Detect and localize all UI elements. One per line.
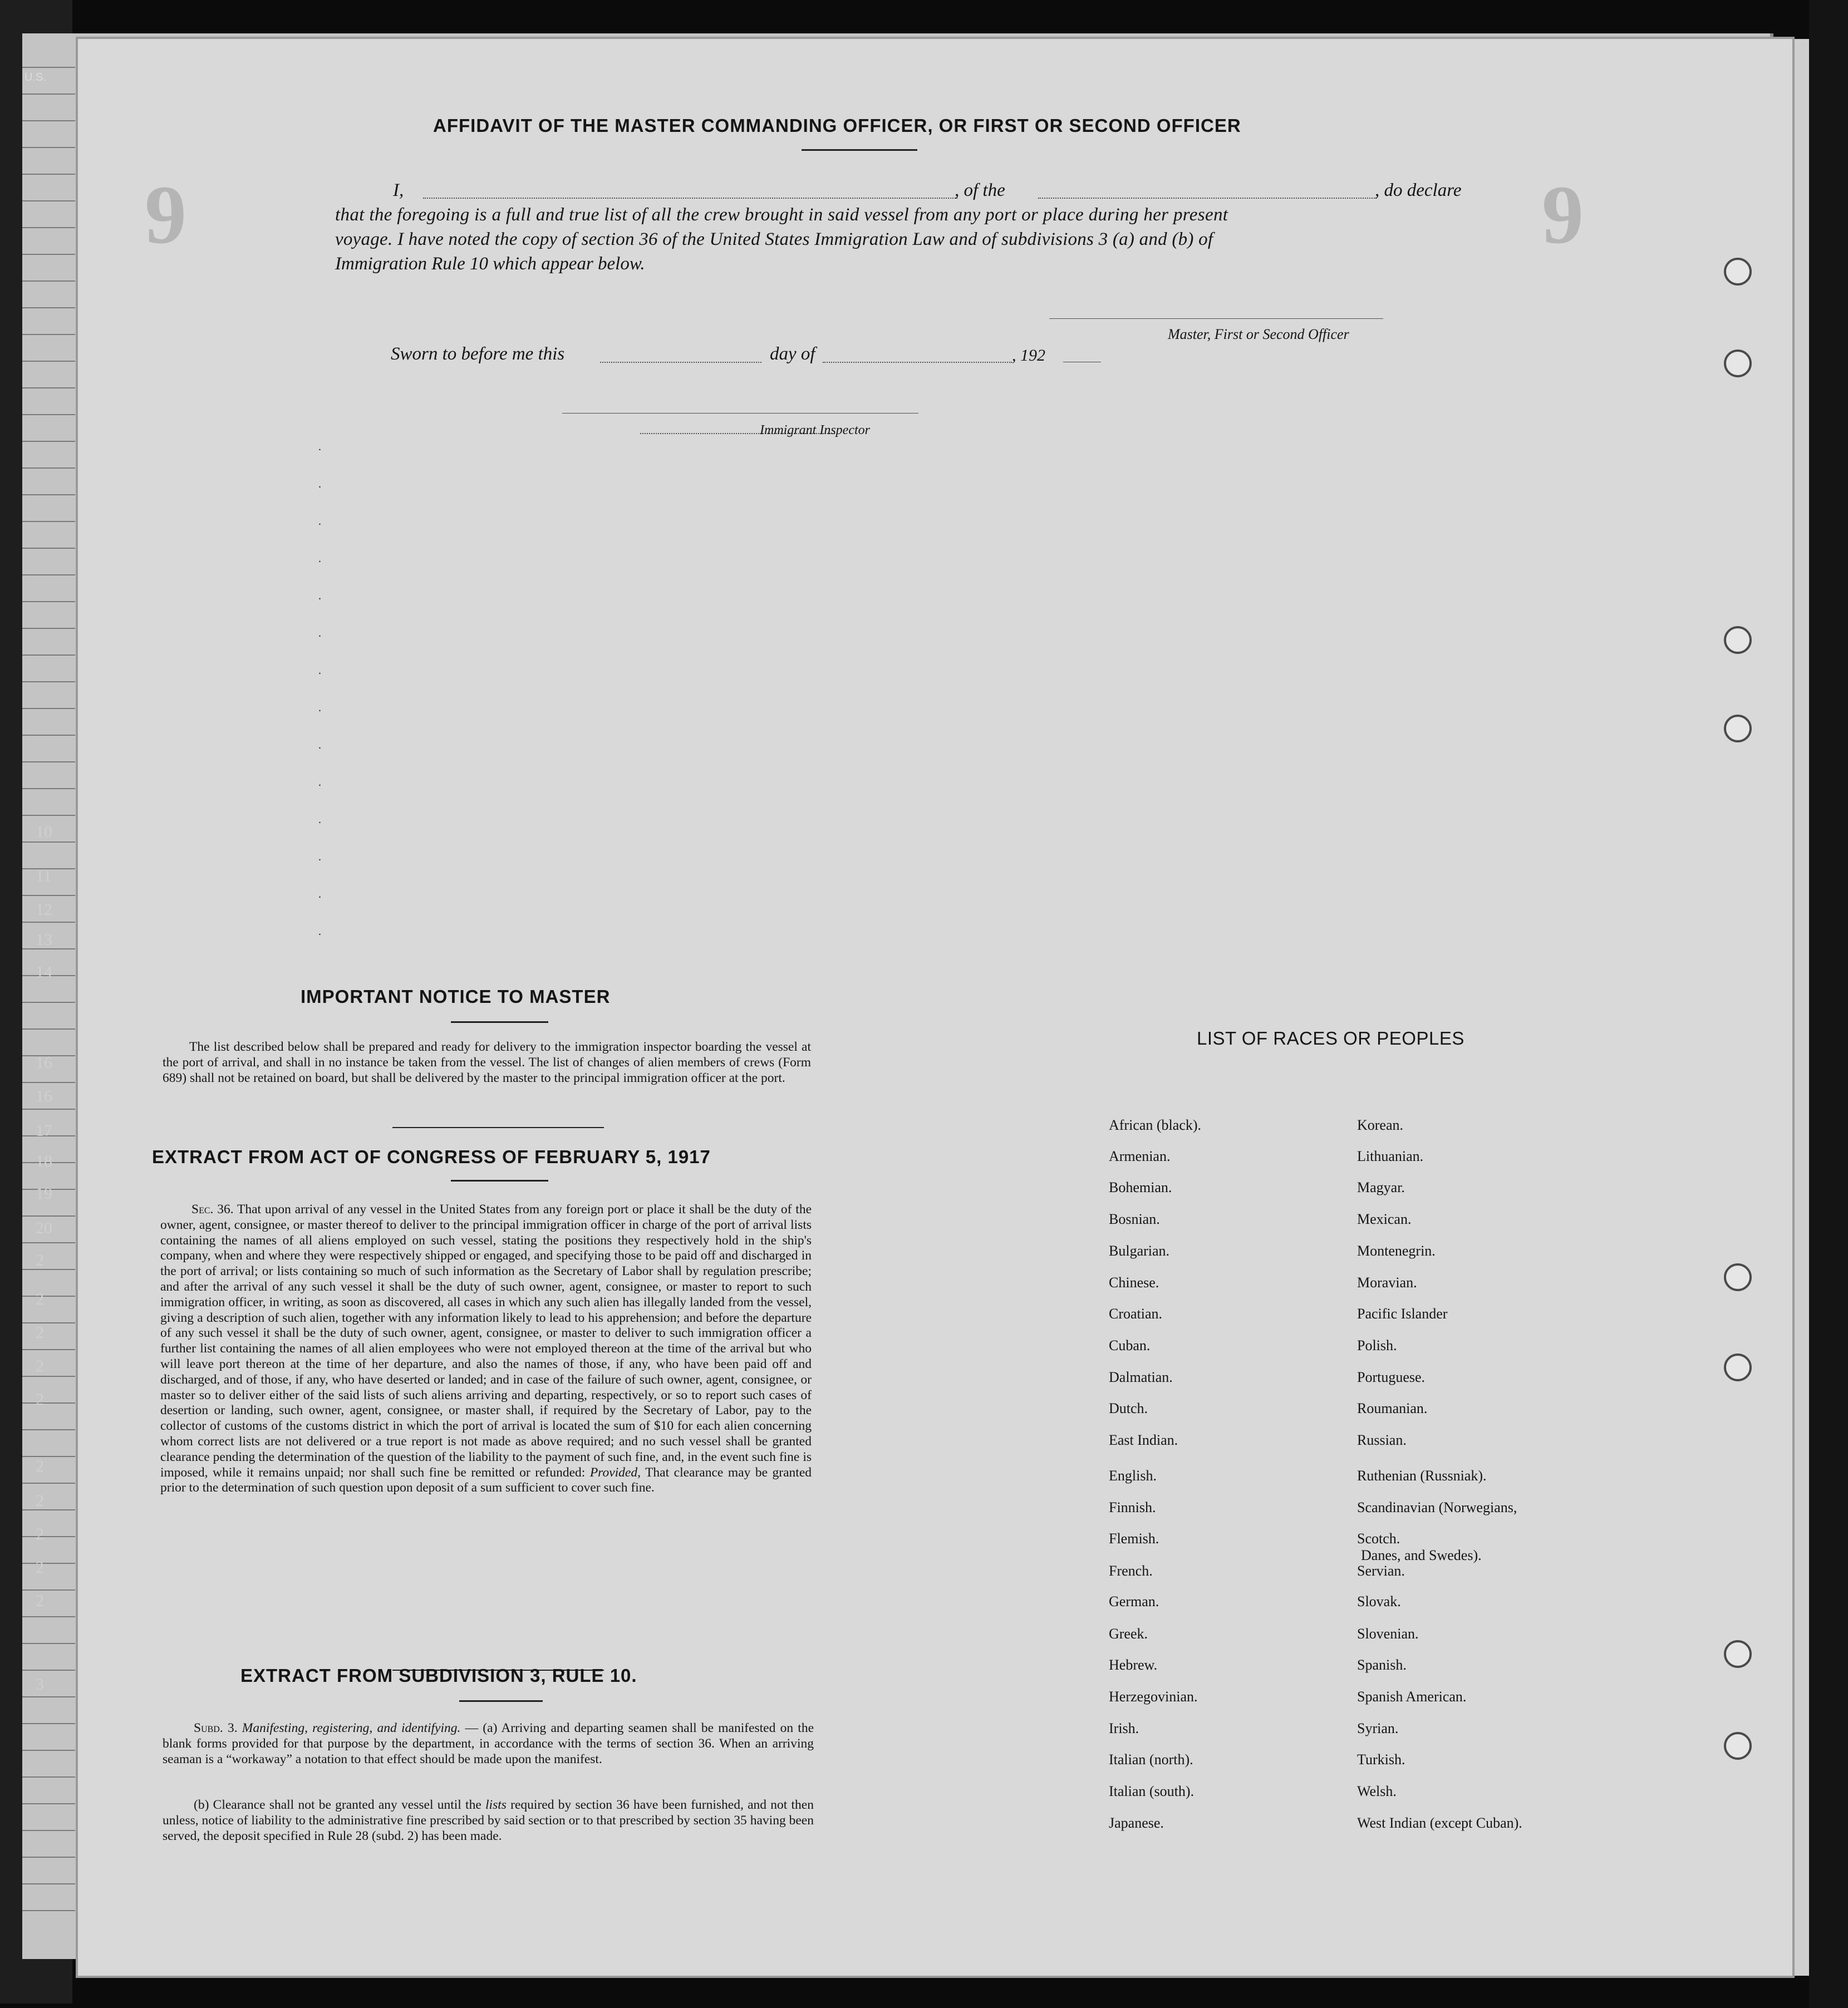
ledger-number: 2 [36,1357,44,1375]
ledger-number: 2 [36,1390,44,1409]
ledger-rule [22,574,75,575]
section-body-end: That clearance may be granted prior to the determination of such question upon deposit of a sum sufficient to cover such fine. [160,1465,812,1495]
ledger-number: 11 [36,867,52,885]
ledger-number: 19 [36,1184,52,1203]
ledger-number: 2 [36,1592,44,1610]
form-page [78,39,1792,1976]
ledger-rule [22,227,75,228]
ledger-rule [22,67,75,68]
races-title: LIST OF RACES OR PEOPLES [1197,1028,1464,1049]
race-item: Italian (north). [1109,1751,1193,1768]
section-body: That upon arrival of any vessel in the United States from any foreign port or place it shall be the duty of the owner, agent, consignee, or master thereof to deliver to the principal immigration officer in charge of the port of arrival lists containing the names of all aliens employed on such vessel, stating the positions they respectively hold in the ship's company, when and where they were respectively shipped or engaged, and specifying those to be paid off and discharged in the port of arrival; or lists containing so much of such information as the Secretary of Labor shall by regulation prescribe; and after the arrival of any such vessel it shall be the duty of such owner, agent, consignee, or master to report to such immigration officer, in writing, as soon as discovered, all cases in which any such alien has illegally landed from the vessel, giving a description of such alien, together with any information likely to lead to his apprehension; and before the departure of any such vessel it shall be the duty of such owner, agent, consignee, or master to deliver to such immigration officer a further list containing the names of all alien employees who were not employed thereon at the time of the arrival but who will leave port thereon at the time of her departure, and also the names of those, if any, who have been paid off and discharged, and of those, if any, who have deserted or landed; and in case of the failure of such owner, agent, consignee, or master so to deliver either of the said lists of such aliens arriving and departing, respectively, or so to report such cases of desertion or landing, such owner, agent, consignee, or master shall, if required by the Secretary of Labor, pay to the collector of customs of the customs district in which the port of arrival is located the sum of $10 for each alien concerning whom correct lists are not delivered or a true report is not made as above required; and no such vessel shall be granted clearance pending the determination of the question of the liability to the payment of such fine, and, in the event such fine is imposed, while it remains unpaid; nor shall such fine be remitted or refunded: [160,1202,812,1480]
ledger-rule [22,1883,75,1884]
ledger-rule [22,1750,75,1751]
race-item: Danes, and Swedes). [1361,1547,1482,1563]
subd-a-text: — (a) Arriving and departing seamen shall be manifested on the blank forms provided for that purpose by the department, in accordance with the terms of section 36. When an arriving seaman is a “workaway” a notation to that effect should be made upon the manifest. [163,1721,814,1766]
ledger-rule [22,1322,75,1323]
binder-hole [1724,1640,1752,1668]
divider [451,1021,548,1023]
race-item: English. [1109,1468,1157,1484]
race-item: Finnish. [1109,1499,1156,1515]
year-label: , 192 [1012,346,1045,365]
affidavit-line-2: that the foregoing is a full and true list of all the crew brought in said vessel from any port or place during her present [335,205,1228,225]
vessel-blank [1038,198,1377,199]
race-item: Italian (south). [1109,1783,1195,1799]
row-dot: . [318,515,321,528]
ledger-rule [22,174,75,175]
ledger-rule [22,1002,75,1003]
race-item: Servian. [1357,1563,1405,1579]
binder-hole [1724,258,1752,286]
ledger-rule [22,521,75,522]
ledger-rule [22,708,75,709]
race-item: Spanish American. [1357,1689,1467,1705]
race-item: Portuguese. [1357,1369,1426,1385]
ledger-number: 20 [36,1219,52,1237]
row-dot: . [318,590,321,602]
ledger-rule [22,1723,75,1724]
bleed-through-mark: 9 [1542,169,1584,261]
race-item: Bulgarian. [1109,1243,1170,1259]
race-item: Mexican. [1357,1211,1412,1227]
race-item: French. [1109,1563,1153,1579]
race-item: Greek. [1109,1626,1148,1642]
ledger-rule [22,1296,75,1297]
race-item: Armenian. [1109,1148,1171,1164]
affidavit-line-3: voyage. I have noted the copy of section 36 of the United States Immigration Law and of subdivisions 3 (a) and (b) of [335,229,1213,249]
subd-b-text-1: (b) Clearance shall not be granted any vessel until the [194,1798,481,1812]
ledger-rule [22,1483,75,1484]
race-item: Bohemian. [1109,1179,1172,1195]
ledger-rule [22,1670,75,1671]
ledger-number: 2 [36,1558,44,1577]
ledger-rule [22,1376,75,1377]
binder-hole [1724,626,1752,654]
ledger-rule [22,548,75,549]
ledger-rule [22,681,75,682]
ledger-number: 13 [36,931,52,949]
row-dot: . [318,553,321,565]
ledger-rule [22,1776,75,1778]
ledger-number: 18 [36,1152,52,1170]
race-item: African (black). [1109,1117,1202,1133]
subd-b-lists: lists [485,1798,507,1812]
day-of-label: day of [770,344,815,364]
ledger-rule [22,1082,75,1083]
ledger-rule [22,1456,75,1457]
right-dark-border [1809,0,1848,2008]
notice-text: The list described below shall be prepared and ready for delivery to the immigration inspector boarding the vessel at the port of arrival, and shall in no instance be taken from the vessel. The list of changes of alien members of crews (Form 689) shall not be retained on board, but shall be delivered by the master to the principal immigration officer at the port. [163,1040,811,1085]
row-dot: . [318,851,321,863]
race-item: Irish. [1109,1720,1139,1736]
row-dot: . [318,814,321,826]
row-dot: . [318,702,321,714]
subd-b-text-2: required by section 36 have been furnished, and not then unless, notice of liability to the administrative fine prescribed by said section or to that prescribed by section 35 having been served, the deposit specified in Rule 28 (subd. 2) has been made. [163,1798,814,1843]
ledger-rule [22,1616,75,1617]
divider [392,1127,604,1128]
row-dot: . [318,926,321,938]
master-signature-label: Master, First or Second Officer [1168,326,1349,342]
race-item: Scandinavian (Norwegians, [1357,1499,1517,1515]
master-signature-line [1049,318,1383,319]
notice-title: IMPORTANT NOTICE TO MASTER [301,986,611,1007]
affidavit-do-declare: , do declare [1375,180,1462,200]
binder-hole [1724,350,1752,377]
affidavit-line-4: Immigration Rule 10 which appear below. [335,254,645,274]
divider [451,1180,548,1182]
race-item: Lithuanian. [1357,1148,1424,1164]
corner-label: U.S. [24,71,46,83]
row-dot: . [318,739,321,751]
race-item: Dalmatian. [1109,1369,1173,1385]
row-dot: . [318,888,321,900]
ledger-rule [22,654,75,656]
race-item: Ruthenian (Russniak). [1357,1468,1487,1484]
ledger-rule [22,735,75,736]
ledger-rule [22,494,75,495]
inspector-signature-line [562,413,918,414]
ledger-number: 2 [36,1492,44,1510]
affidavit-of-the: , of the [955,180,1005,200]
row-dot: . [318,776,321,789]
extract-act-title: EXTRACT FROM ACT OF CONGRESS OF FEBRUARY 5, 1917 [152,1146,711,1167]
race-item: Syrian. [1357,1720,1399,1736]
ledger-number: 2 [36,1457,44,1475]
race-item: Montenegrin. [1357,1243,1436,1259]
race-item: Polish. [1357,1337,1397,1354]
ledger-rule [22,1857,75,1858]
race-item: Slovenian. [1357,1626,1419,1642]
ledger-rule [22,841,75,843]
ledger-rule [22,387,75,388]
ledger-rule [22,1109,75,1110]
ledger-rule [22,120,75,121]
subd-number: Subd. 3. [194,1721,238,1735]
ledger-rule [22,1242,75,1243]
race-item: German. [1109,1593,1159,1610]
divider [459,1700,543,1702]
section-number: Sec. 36. [191,1202,234,1217]
ledger-number: 2 [36,1323,44,1342]
provided-word: Provided, [589,1465,641,1480]
race-item: West Indian (except Cuban). [1357,1815,1522,1831]
ledger-rule [22,1563,75,1564]
bleed-through-mark: 9 [145,169,186,261]
ledger-rule [22,1028,75,1030]
race-item: East Indian. [1109,1432,1178,1448]
rule-b-text [163,1798,814,1844]
ledger-rule [22,361,75,362]
ledger-number: 2 [36,1525,44,1543]
ledger-rule [22,1402,75,1404]
ledger-rule [22,601,75,602]
ledger-rule [22,815,75,816]
race-item: Herzegovinian. [1109,1689,1198,1705]
race-item: Cuban. [1109,1337,1151,1354]
binder-hole [1724,1732,1752,1760]
race-item: Roumanian. [1357,1400,1428,1416]
ledger-rule [22,334,75,335]
binder-hole [1724,1263,1752,1291]
race-item: Magyar. [1357,1179,1405,1195]
ledger-rule [22,147,75,148]
ledger-number: 10 [36,823,52,841]
ledger-rule [22,1589,75,1591]
ledger-rule [22,1215,75,1217]
ledger-rule [22,895,75,896]
inspector-label: Immigrant Inspector [760,423,870,437]
race-item: Hebrew. [1109,1657,1158,1673]
race-item: Spanish. [1357,1657,1407,1673]
sworn-day-blank [600,362,761,363]
affidavit-i-label: I, [393,180,404,200]
sworn-label: Sworn to before me this [391,344,565,364]
race-item: Korean. [1357,1117,1404,1133]
race-item: Slovak. [1357,1593,1401,1610]
race-item: Dutch. [1109,1400,1148,1416]
race-item: Pacific Islander [1357,1306,1448,1322]
extract-rule-title: EXTRACT FROM SUBDIVISION 3, RULE 10. [240,1665,637,1686]
ledger-rule [22,788,75,789]
ledger-rule [22,1269,75,1270]
row-dot: . [318,665,321,677]
race-item: Welsh. [1357,1783,1397,1799]
ledger-rule [22,467,75,469]
ledger-rule [22,1910,75,1911]
ledger-rule [22,307,75,308]
ledger-number: 16 [36,1087,52,1105]
ledger-rule [22,1803,75,1804]
ledger-rule [22,1349,75,1350]
affidavit-title: AFFIDAVIT OF THE MASTER COMMANDING OFFICER, OR FIRST OR SECOND OFFICER [433,115,1241,136]
row-dot: . [318,478,321,490]
ledger-rule [22,1536,75,1537]
race-item: Turkish. [1357,1751,1405,1768]
ledger-rule [22,1830,75,1831]
ledger-number: 12 [36,900,52,919]
race-item: Russian. [1357,1432,1407,1448]
ledger-rule [22,414,75,415]
ledger-rule [22,254,75,255]
race-item: Scotch. [1357,1530,1400,1547]
ledger-rule [22,761,75,762]
race-item: Moravian. [1357,1274,1417,1291]
row-dot: . [318,627,321,639]
race-item: Japanese. [1109,1815,1164,1831]
ledger-number: 16 [36,1054,52,1072]
binder-hole [1724,715,1752,742]
divider [802,149,917,151]
ledger-rule [22,1643,75,1644]
race-item: Bosnian. [1109,1211,1160,1227]
ledger-number: 17 [36,1121,52,1140]
binder-hole [1724,1354,1752,1381]
rule-a-text [163,1721,814,1767]
ledger-rule [22,1509,75,1510]
binder-clip [1716,97,1739,120]
ledger-rule [22,922,75,923]
row-dot: . [318,441,321,453]
subd-title: Manifesting, registering, and identifying. [242,1721,461,1735]
ledger-number: 2 [36,1290,44,1308]
ledger-number: 3 [36,1675,44,1694]
name-blank [423,198,957,199]
ledger-rule [22,628,75,629]
extract-act-text [160,1202,812,1496]
ledger-rule [22,1696,75,1697]
ledger-rule [22,441,75,442]
ledger-number: 14 [36,963,52,981]
race-item: Flemish. [1109,1530,1159,1547]
ledger-number: 2 [36,1251,44,1269]
ledger-rule [22,93,75,95]
ledger-rule [22,200,75,201]
sworn-month-blank [823,362,1012,363]
ledger-rule [22,280,75,282]
race-item: Croatian. [1109,1306,1163,1322]
race-item: Chinese. [1109,1274,1159,1291]
ledger-rule [22,1429,75,1430]
